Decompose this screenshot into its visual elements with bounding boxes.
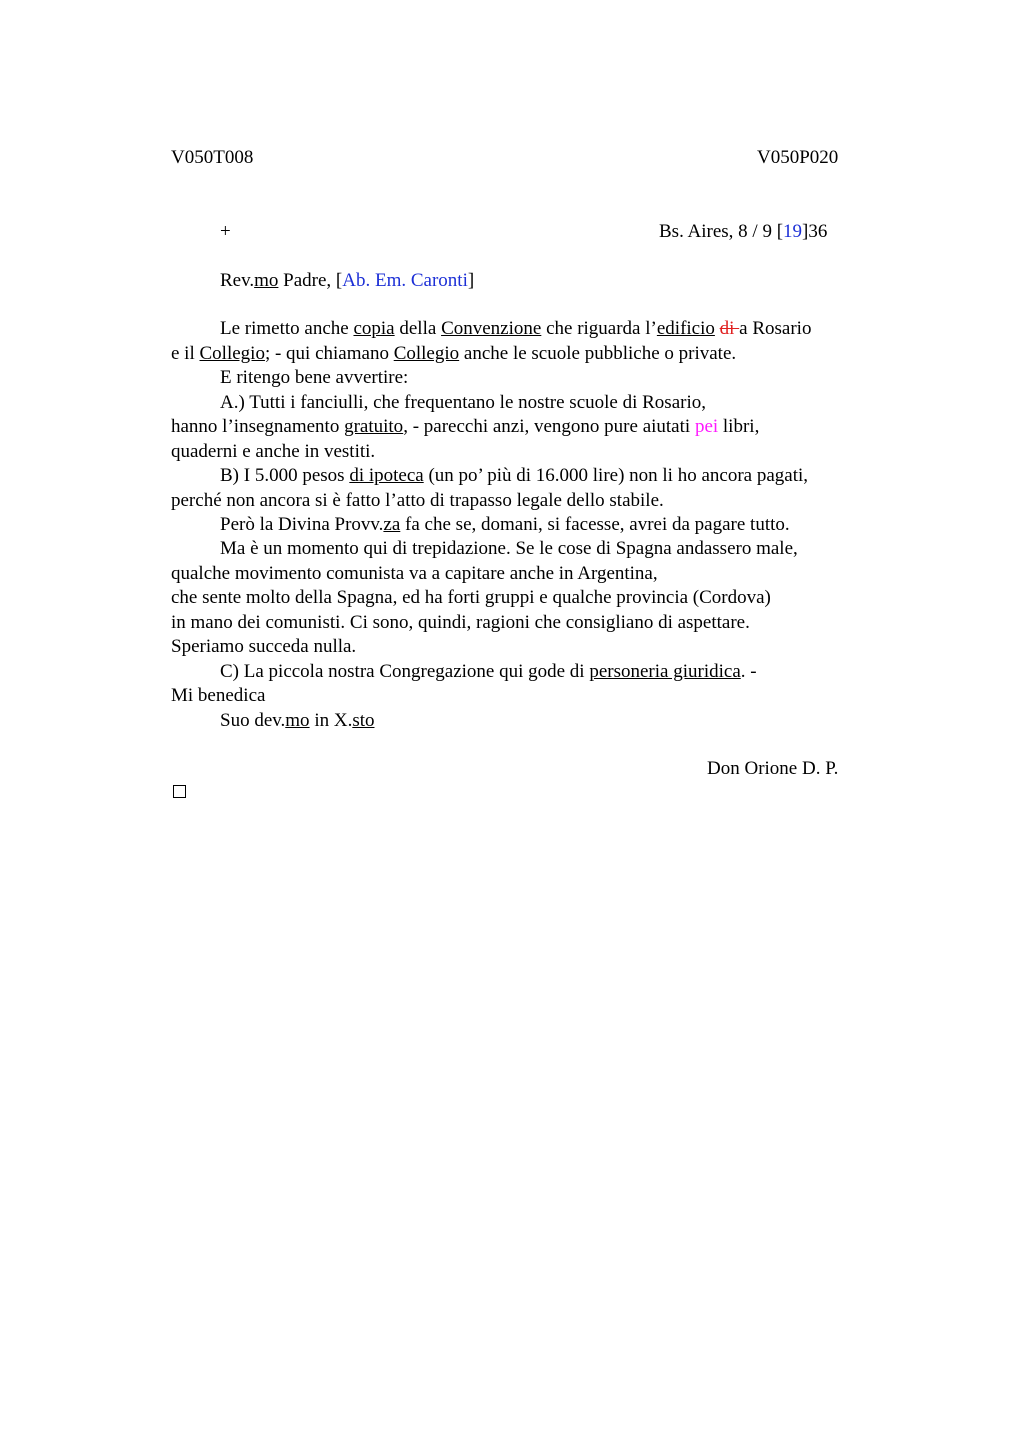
document-code-right: V050P020	[757, 147, 839, 168]
salutation-mo: mo	[254, 270, 279, 291]
point-a-line-3: quaderni e anche in vestiti.	[171, 441, 376, 462]
text-run: della	[394, 318, 442, 339]
text-run: B) I 5.000 pesos	[220, 465, 350, 486]
text-run: Però la Divina Provv.	[220, 514, 384, 535]
text-run: anche le scuole pubbliche o private.	[459, 343, 737, 364]
blessing-line: Mi benedica	[171, 685, 266, 706]
highlighted-pei: pei	[694, 416, 719, 437]
underlined-collegio: Collegio	[199, 343, 265, 364]
point-c-line-1	[220, 660, 757, 684]
salutation-padre: Padre, [	[278, 270, 343, 291]
underlined-collegio: Collegio	[393, 343, 460, 364]
point-a-line-2	[171, 415, 759, 439]
document-code-left: V050T008	[171, 147, 254, 168]
text-run: e il	[171, 343, 200, 364]
point-b-line-2: perché non ancora si è fatto l’atto di trapasso legale dello stabile.	[171, 490, 664, 511]
text-run: a Rosario	[739, 318, 812, 339]
underlined-edificio: edificio	[656, 318, 715, 339]
paragraph-2: E ritengo bene avvertire:	[220, 367, 409, 388]
salutation	[220, 269, 474, 293]
text-run: Le rimetto anche	[220, 318, 354, 339]
paragraph-m-line-4: in mano dei comunisti. Ci sono, quindi, ragioni che consigliano di aspettare.	[171, 612, 750, 633]
underlined-personeria: personeria giuridica	[589, 661, 741, 682]
underlined-mo: mo	[285, 710, 310, 731]
text-run: ; - qui chiamano	[264, 343, 394, 364]
paragraph-m-line-1: Ma è un momento qui di trepidazione. Se le cose di Spagna andassero male,	[220, 538, 798, 559]
underlined-convenzione: Convenzione	[441, 318, 542, 339]
underlined-gratuito: gratuito	[344, 416, 404, 437]
salutation-rev: Rev.	[220, 270, 255, 291]
paragraph-1-line-1	[220, 317, 811, 341]
text-run: fa che se, domani, si facesse, avrei da pagare tutto.	[400, 514, 790, 535]
text-run: che riguarda l’	[541, 318, 657, 339]
text-run: Suo dev.	[220, 710, 286, 731]
underlined-copia: copia	[353, 318, 395, 339]
point-b-line-1	[220, 464, 808, 488]
underlined-ipoteca: di ipoteca	[349, 465, 424, 486]
date-suffix: ]36	[802, 221, 828, 242]
text-run: in X.	[309, 710, 353, 731]
text-run: C) La piccola nostra Congregazione qui gode di	[220, 661, 590, 682]
paragraph-m-line-3: che sente molto della Spagna, ed ha forti gruppi e qualche provincia (Cordova)	[171, 587, 771, 608]
text-run: , - parecchi anzi, vengono pure aiutati	[403, 416, 695, 437]
paragraph-1-line-2	[171, 342, 736, 366]
salutation-close: ]	[467, 270, 475, 291]
struck-text: di	[719, 318, 740, 339]
underlined-sto: sto	[352, 710, 375, 731]
paragraph-m-line-2: qualche movimento comunista va a capitare anche in Argentina,	[171, 563, 658, 584]
cross-symbol: +	[220, 221, 231, 242]
point-a-line-1: A.) Tutti i fanciulli, che frequentano le nostre scuole di Rosario,	[220, 392, 706, 413]
letter-date	[659, 220, 827, 244]
text-run: . -	[740, 661, 757, 682]
text-run: (un po’ più di 16.000 lire) non li ho ancora pagati,	[423, 465, 809, 486]
closing-line	[220, 709, 375, 733]
text-run: hanno l’insegnamento	[171, 416, 345, 437]
checkbox-square-icon	[173, 785, 186, 798]
point-b-line-3	[220, 513, 790, 537]
signature: Don Orione D. P.	[707, 758, 839, 779]
underlined-za: za	[383, 514, 401, 535]
paragraph-m-line-5: Speriamo succeda nulla.	[171, 636, 357, 657]
text-run: libri,	[718, 416, 760, 437]
date-year-insert: 19	[783, 221, 803, 242]
date-prefix: Bs. Aires, 8 / 9 [	[659, 221, 784, 242]
salutation-addressee: Ab. Em. Caronti	[342, 270, 468, 291]
